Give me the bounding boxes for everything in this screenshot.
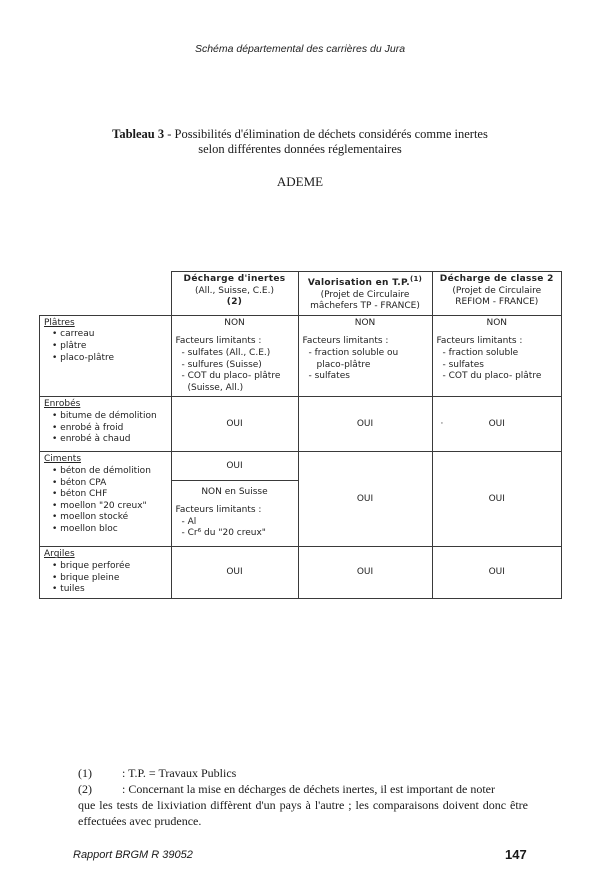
page-number: 147 bbox=[505, 847, 527, 862]
status-text: OUI bbox=[356, 418, 374, 429]
table-title bbox=[0, 127, 600, 157]
enrobes-classe-2-cell bbox=[432, 397, 562, 452]
ciments-valorisation-cell bbox=[298, 452, 432, 547]
argiles-valorisation-cell bbox=[298, 547, 432, 598]
material-item: • tuiles bbox=[52, 584, 85, 595]
footnote-text: : Concernant la mise en décharges de déchets inertes, il est important de noter bbox=[122, 782, 495, 796]
status-text: OUI bbox=[488, 418, 505, 429]
factor-item: - Al bbox=[181, 516, 197, 527]
footnote-2 bbox=[78, 781, 528, 797]
source-label: ADEME bbox=[276, 174, 324, 189]
status-text: NON en Suisse bbox=[201, 487, 268, 498]
argiles-decharge-inertes-cell bbox=[171, 547, 298, 598]
header-sub: mâchefers TP - FRANCE) bbox=[310, 301, 420, 312]
material-item: • brique pleine bbox=[52, 572, 120, 583]
factors-label: Facteurs limitants : bbox=[302, 336, 389, 347]
category-cell bbox=[40, 547, 172, 598]
material-item: • moellon bloc bbox=[52, 523, 118, 534]
material-item: • bitume de démolition bbox=[52, 410, 157, 421]
status-text: OUI bbox=[226, 418, 243, 429]
factor-item: - fraction soluble bbox=[442, 347, 519, 358]
factor-item: (Suisse, All.) bbox=[187, 382, 244, 393]
material-item: • plâtre bbox=[52, 340, 87, 351]
factor-item: - fraction soluble ou bbox=[308, 347, 399, 358]
status-text: NON bbox=[486, 317, 508, 328]
header-decharge-classe-2 bbox=[432, 272, 562, 316]
status-text: OUI bbox=[356, 493, 374, 504]
factor-item: - sulfures (Suisse) bbox=[181, 359, 262, 370]
material-item: • moellon stocké bbox=[52, 512, 129, 523]
status-text: OUI bbox=[226, 460, 243, 471]
row-platres bbox=[40, 315, 562, 397]
header-sub: (All., Suisse, C.E.) bbox=[194, 285, 274, 296]
factors-label: Facteurs limitants : bbox=[175, 504, 262, 515]
factor-item: placo-plâtre bbox=[316, 359, 371, 370]
material-item: • enrobé à froid bbox=[52, 422, 124, 433]
status-text: OUI bbox=[488, 566, 505, 577]
factor-item: - COT du placo- plâtre bbox=[442, 371, 542, 382]
title-text: - Possibilités d'élimination de déchets considérés comme inertes bbox=[164, 127, 488, 141]
factors-label: Facteurs limitants : bbox=[436, 336, 523, 347]
category-cell bbox=[40, 315, 172, 397]
ciments-decharge-inertes-top-cell bbox=[171, 452, 298, 481]
status-text: NON bbox=[354, 317, 376, 328]
header-decharge-inertes bbox=[171, 272, 298, 316]
category-label: Enrobés bbox=[44, 399, 81, 410]
material-item: • béton CPA bbox=[52, 477, 107, 488]
factor-item: - sulfates bbox=[442, 359, 484, 370]
row-ciments-a bbox=[40, 452, 562, 481]
header-note: (2) bbox=[226, 297, 243, 308]
footnote-ref: (1) bbox=[409, 275, 423, 283]
row-enrobes bbox=[40, 397, 562, 452]
header-main bbox=[303, 274, 428, 290]
row-argiles bbox=[40, 547, 562, 598]
elimination-table bbox=[39, 271, 562, 599]
header-sub: (Projet de Circulaire bbox=[452, 285, 542, 296]
material-item: • brique perforée bbox=[52, 560, 131, 571]
platres-classe-2-cell bbox=[432, 315, 562, 397]
platres-decharge-inertes-cell bbox=[171, 315, 298, 397]
factor-item: - sulfates (All., C.E.) bbox=[181, 347, 271, 358]
material-item: • placo-plâtre bbox=[52, 352, 115, 363]
ciments-classe-2-cell bbox=[432, 452, 562, 547]
ciments-decharge-inertes-bottom-cell bbox=[171, 481, 298, 547]
header-valorisation-tp bbox=[298, 272, 432, 316]
material-item: • béton de démolition bbox=[52, 465, 151, 476]
title-line-2: selon différentes données réglementaires bbox=[198, 142, 402, 156]
header-main-text: Valorisation en T.P. bbox=[307, 278, 410, 288]
header-main: Décharge d'inertes bbox=[183, 274, 286, 284]
header-sub: REFIOM - FRANCE) bbox=[455, 297, 539, 308]
running-header: Schéma départemental des carrières du Jura bbox=[194, 43, 406, 55]
factor-item: - COT du placo- plâtre bbox=[181, 371, 281, 382]
factor-item: - sulfates bbox=[308, 371, 350, 382]
footnote-continuation: que les tests de lixiviation diffèrent d'un pays à l'autre ; les comparaisons doivent donc être effectuées avec prudence. bbox=[78, 798, 528, 828]
category-label: Argiles bbox=[44, 549, 75, 560]
platres-valorisation-cell bbox=[298, 315, 432, 397]
material-item: • carreau bbox=[52, 329, 95, 340]
material-item: • béton CHF bbox=[52, 489, 108, 500]
table-number: Tableau 3 bbox=[112, 127, 165, 141]
footnotes bbox=[78, 765, 528, 829]
enrobes-valorisation-cell bbox=[298, 397, 432, 452]
report-reference: Rapport BRGM R 39052 bbox=[73, 849, 193, 861]
footnote-1 bbox=[78, 765, 528, 781]
title-line-1 bbox=[0, 127, 600, 142]
category-label: Plâtres bbox=[44, 317, 75, 328]
argiles-classe-2-cell bbox=[432, 547, 562, 598]
category-cell bbox=[40, 452, 172, 547]
material-item: • moellon "20 creux" bbox=[52, 500, 147, 511]
status-text: OUI bbox=[356, 566, 374, 577]
header-row bbox=[40, 272, 562, 316]
header-main: Décharge de classe 2 bbox=[439, 274, 554, 284]
factors-label: Facteurs limitants : bbox=[175, 336, 262, 347]
status-text: NON bbox=[224, 317, 245, 328]
factor-item: - Cr⁶ du "20 creux" bbox=[181, 528, 266, 539]
empty-corner-cell bbox=[40, 272, 172, 316]
status-text: OUI bbox=[226, 566, 243, 577]
header-sub: (Projet de Circulaire bbox=[320, 289, 410, 300]
footnote-text: : T.P. = Travaux Publics bbox=[122, 766, 237, 780]
category-label: Ciments bbox=[44, 454, 82, 465]
status-text: OUI bbox=[488, 493, 505, 504]
footnote-number: (2) bbox=[78, 782, 92, 796]
footnote-number: (1) bbox=[78, 766, 92, 780]
stray-mark: · bbox=[440, 418, 444, 429]
enrobes-decharge-inertes-cell bbox=[171, 397, 298, 452]
material-item: • enrobé à chaud bbox=[52, 434, 131, 445]
category-cell bbox=[40, 397, 172, 452]
